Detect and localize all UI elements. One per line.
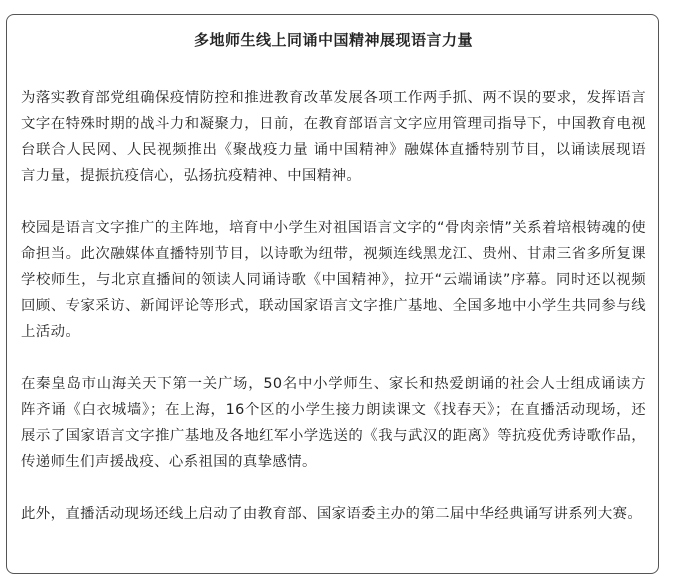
paragraph-3: 在秦皇岛市山海关天下第一关广场，50名中小学师生、家长和热爱朗诵的社会人士组成诵读方阵齐诵《白衣城墙》；在上海，16个区的小学生接力朗读课文《找春天》；在直播活动现场，还展示了国家语言文字推广基地及各地红军小学选送的《我与武汉的距离》等抗疫优秀诗歌作品，传递师生们声援战疫、心系祖国的真挚感情。 — [21, 376, 646, 470]
paragraph-1: 为落实教育部党组确保疫情防控和推进教育改革发展各项工作两手抓、两不误的要求，发挥语言文字在特殊时期的战斗力和凝聚力，日前，在教育部语言文字应用管理司指导下，中国教育电视台联合人民网、人民视频推出《聚战疫力量 诵中国精神》融媒体直播特别节目，以诵读展现语言力量，提振抗疫信心，弘扬抗疫精神、中国精神。 — [21, 90, 646, 184]
paragraph-4: 此外，直播活动现场还线上启动了由教育部、国家语委主办的第二届中华经典诵写讲系列大赛。 — [21, 506, 643, 522]
article-card — [6, 14, 659, 574]
paragraph-2: 校园是语言文字推广的主阵地，培育中小学生对祖国语言文字的“骨肉亲情”关系着培根铸魂的使命担当。此次融媒体直播特别节目，以诗歌为纽带，视频连线黑龙江、贵州、甘肃三省多所复课学校师生，与北京直播间的领读人同诵诗歌《中国精神》，拉开“云端诵读”序幕。同时还以视频回顾、专家采访、新闻评论等形式，联动国家语言文字推广基地、全国多地中小学生共同参与线上活动。 — [21, 220, 646, 340]
article-title: 多地师生线上同诵中国精神展现语言力量 — [193, 31, 473, 49]
